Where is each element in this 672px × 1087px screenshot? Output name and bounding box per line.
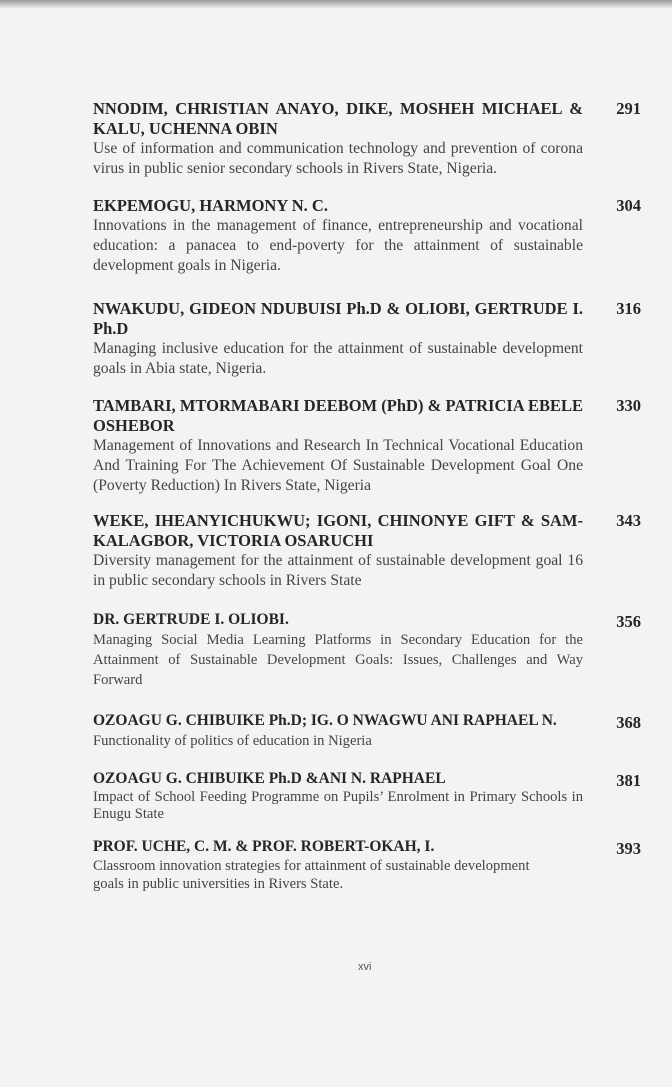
toc-entry [93, 196, 641, 276]
entry-authors: NWAKUDU, GIDEON NDUBUISI Ph.D & OLIOBI, GERTRUDE I. Ph.D [93, 299, 583, 338]
entry-authors: WEKE, IHEANYICHUKWU; IGONI, CHINONYE GIFT & SAM-KALAGBOR, VICTORIA OSARUCHI [93, 511, 583, 550]
scan-edge [0, 0, 672, 8]
toc-entry [93, 396, 641, 496]
toc-entry [93, 711, 641, 751]
entry-authors: PROF. UCHE, C. M. & PROF. ROBERT-OKAH, I. [93, 838, 435, 855]
entry-title: Impact of School Feeding Programme on Pupils’ Enrolment in Primary Schools in Enugu State [93, 789, 583, 822]
toc-entry [93, 610, 641, 690]
entry-page: 393 [616, 839, 641, 858]
entry-title: Functionality of politics of education in Nigeria [93, 733, 372, 749]
entry-authors: TAMBARI, MTORMABARI DEEBOM (PhD) & PATRICIA EBELE OSHEBOR [93, 396, 583, 435]
toc-entry [93, 299, 641, 379]
page-folio: xvi [358, 961, 372, 973]
entry-title: Classroom innovation strategies for attainment of sustainable development goals in public universities in Rivers State. [93, 858, 530, 892]
entry-page: 343 [616, 511, 641, 530]
toc-entry [93, 99, 641, 179]
entry-authors: OZOAGU G. CHIBUIKE Ph.D &ANI N. RAPHAEL [93, 770, 446, 787]
entry-authors: OZOAGU G. CHIBUIKE Ph.D; IG. O NWAGWU ANI RAPHAEL N. [93, 712, 557, 729]
entry-title: Managing Social Media Learning Platforms in Secondary Education for the Attainment of Sustainable Development Goals: Issues, Challenges and Way Forward [93, 632, 583, 688]
entry-title: Innovations in the management of finance, entrepreneurship and vocational education: a panacea to end-poverty for the attainment of sustainable development goals in Nigeria. [93, 217, 583, 274]
entry-page: 356 [616, 612, 641, 631]
entry-title: Diversity management for the attainment of sustainable development goal 16 in public secondary schools in Rivers State [93, 552, 583, 589]
toc-entry [93, 511, 641, 591]
entry-page: 330 [616, 396, 641, 415]
entry-title: Managing inclusive education for the attainment of sustainable development goals in Abia state, Nigeria. [93, 340, 583, 377]
toc-entry [93, 837, 641, 893]
entry-page: 368 [616, 713, 641, 732]
entry-authors: NNODIM, CHRISTIAN ANAYO, DIKE, MOSHEH MICHAEL & KALU, UCHENNA OBIN [93, 99, 583, 138]
toc-entry [93, 769, 641, 823]
entry-page: 316 [616, 299, 641, 318]
entry-authors: EKPEMOGU, HARMONY N. C. [93, 196, 328, 215]
entry-page: 381 [616, 771, 641, 790]
entry-title: Use of information and communication technology and prevention of corona virus in public senior secondary schools in Rivers State, Nigeria. [93, 140, 583, 177]
entry-page: 304 [616, 196, 641, 215]
entry-authors: DR. GERTRUDE I. OLIOBI. [93, 611, 289, 628]
entry-page: 291 [616, 99, 641, 118]
entry-title: Management of Innovations and Research In Technical Vocational Education And Training For The Achievement Of Sustainable Development Goal One (Poverty Reduction) In Rivers State, Nigeria [93, 437, 583, 494]
